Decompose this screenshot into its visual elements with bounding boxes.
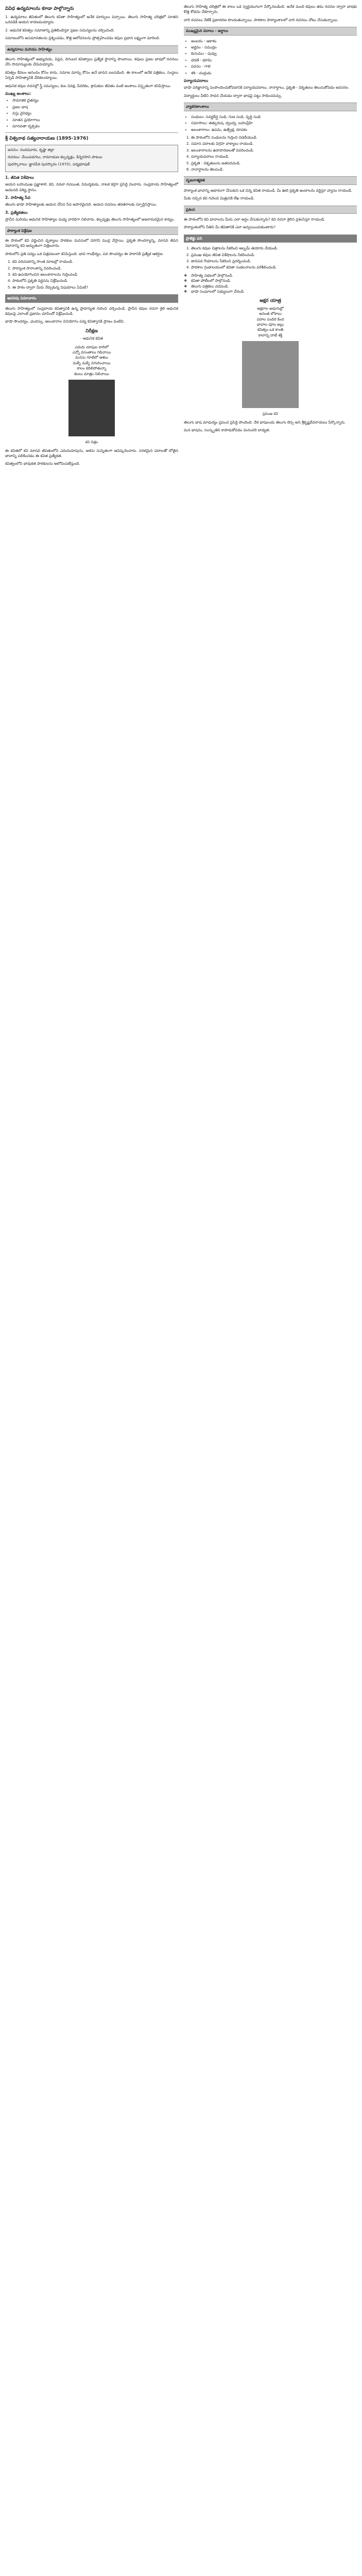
- paragraph: ఈ కవితలో కవి మానవ జీవితంలోని ఎదురుచూపును, ఆశను సున్నితంగా ఆవిష్కరించారు. సరళమైన పదాలతో లోతైన భావాన్ని పలికించడం ఈ కవిత ప్రత్యేకత.: [5, 448, 178, 458]
- list-item: 6. నానార్థాలను తెలపండి.: [191, 167, 357, 172]
- paragraph: తెలుగు భాషా సాహిత్యాలకు ఆయన చేసిన సేవ అపారమైనది. ఆయన రచనలు తరతరాలకు స్ఫూర్తినిస్తాయి.: [5, 202, 157, 207]
- paragraph: తెలుగు భాష మాధుర్యం ప్రపంచ ప్రసిద్ధి పొందింది. దేశ భాషలందు తెలుగు లెస్స అని శ్రీకృష్ణదేవరాయలు పేర్కొన్నారు.: [184, 419, 346, 425]
- poet-photo: [68, 380, 115, 436]
- poem-line: కాలాన్ని దాటే శక్తి: [258, 332, 283, 337]
- poet-photo: [242, 341, 299, 408]
- bullet-item: [184, 289, 357, 294]
- paragraph: ఆధునిక కవుల రచనల్లో స్త్రీ సమస్యలు, కుల వివక్ష, పేదరికం, శ్రామికుల జీవితం వంటి అంశాలు విస్తృతంగా కనిపిస్తాయి.: [5, 83, 171, 88]
- bullet-item: [184, 278, 357, 283]
- glossary-item: • కుసుమం - పువ్వు: [191, 51, 357, 56]
- bullet-icon: ❖: [184, 289, 187, 294]
- key-points-list: [5, 98, 178, 129]
- section-band: పాఠ్యాంశ విశ్లేషణ: [5, 227, 178, 235]
- list-item: 3. కవి ఉపయోగించిన అలంకారాలను గుర్తించండి.: [12, 272, 178, 277]
- list-item: 1. కవి పరిచయాన్ని సొంత మాటల్లో రాయండి.: [12, 259, 178, 264]
- paragraph: పాఠ్యాంశ భావాన్ని ఆధారంగా చేసుకుని ఒక చిన్న కవిత రాయండి. మీ ఊరి ప్రకృతి అందాలను వర్ణిస్తూ వ్యాసం రాయండి.: [184, 188, 353, 193]
- bullet-list: [184, 273, 357, 295]
- poem-line: కలలు మాత్రం నిలిచాయి: [74, 371, 109, 376]
- paragraph: సమాజంలోని అసమానతలను ప్రశ్నించడం, కొత్త ఆలోచనలను ప్రోత్సహించడం కవుల ప్రధాన లక్ష్యంగా మారింది.: [5, 36, 160, 41]
- section-band: ఉద్యమాలు మరియు సాహిత్యం: [5, 45, 178, 54]
- list-item: 4. పర్యాయపదాలు రాయండి.: [191, 154, 357, 159]
- poem-subtitle: - ఆధునిక కవిత: [80, 336, 103, 341]
- right-column: [184, 4, 357, 436]
- profile-section-title: 2. సాహిత్య సేవ: [5, 195, 30, 200]
- bullet-item: [184, 273, 357, 278]
- poem-line: ఎదురు చూపుల దారిలో: [75, 344, 109, 349]
- profile-line: రచనలు: వేయిపడగలు, రామాయణ కల్పవృక్షం, కిన్నెరసాని పాటలు: [8, 154, 102, 159]
- profile-section-title: 3. ప్రత్యేకతలు: [5, 210, 28, 215]
- poem-line: కవిత్వం ఒక కాంతి: [257, 327, 284, 332]
- bullet-icon: ❖: [184, 278, 187, 283]
- list-item: 5. ఈ పాఠం ద్వారా మీరు నేర్చుకున్న విషయాలు ఏమిటి?: [12, 285, 178, 290]
- bullet-text: భాషా సంఘాలలో సభ్యులుగా చేరండి.: [191, 289, 245, 294]
- bullet-text: సాహిత్య సభలలో పాల్గొనండి.: [191, 273, 233, 278]
- list-item: 3. జానపద గేయాలను సేకరించి ప్రదర్శించండి.: [191, 259, 357, 264]
- section-band: అదనపు సమాచారం: [5, 294, 178, 302]
- section-band: ముఖ్యమైన పదాలు - అర్థాలు: [184, 27, 357, 35]
- poem-line: మళ్ళీ మళ్ళీ చిగురించాయి: [73, 360, 111, 365]
- grammar-list: [184, 114, 357, 132]
- paragraph: భాషా పరిజ్ఞానాన్ని పెంపొందించుకోవడానికి పర్యాయపదాలు, నానార్థాలు, ప్రకృతి - వికృతులు తెలుసుకోవడం అవసరం.: [184, 85, 350, 90]
- paragraph: ఈ పాఠంలోని కవి భావాలను మీరు ఎలా అర్థం చేసుకున్నారు? కవి రచనా శైలిని ప్రశంసిస్తూ రాయండి.: [184, 216, 325, 222]
- list-item: 1. తెలుగు కవుల చిత్రాలను సేకరించి ఆల్బమ్ తయారు చేయండి.: [191, 246, 357, 251]
- photo-caption: ప్రముఖ కవి: [262, 412, 279, 416]
- bullet-item: [184, 284, 357, 289]
- paragraph: తెలుగు సాహిత్యంలో సంప్రదాయ కవిత్వానికి ఉన్న ప్రాధాన్యత గురించి చర్చించండి. ప్రాచీన కవుల రచనా శైలి ఆధునిక కవులపై ఎలాంటి ప్రభావం చూపిందో విశ్లేషించండి.: [5, 306, 178, 316]
- paragraph: మీకు నచ్చిన కవి గురించి మిత్రునికి లేఖ రాయండి.: [184, 196, 255, 201]
- list-item: 5. ప్రకృతి - వికృతులను జతపరచండి.: [191, 161, 357, 166]
- poem-title: అక్షర యాత్ర: [260, 298, 281, 304]
- paragraph: 1. ఉద్యమాలు జీవితంలో తెలుగు కవితా సాహిత్యంలో అనేక మార్పులు వచ్చాయి. తెలుగు సాహిత్య చరిత్రలో నూతన ఒరవడికి ఆయన కారణమయ్యారు.: [5, 14, 178, 25]
- poem-line: అనంత లోకాలు: [259, 311, 282, 316]
- poem-line: ఎన్నో వసంతాలు గడిచాయి: [72, 350, 111, 355]
- list-item: • నూతన ప్రయోగాలు: [12, 117, 178, 123]
- project-list: [184, 246, 357, 270]
- paragraph: ప్రాచీన మరియు ఆధునిక సాహిత్యాల మధ్య వారధిగా నిలిచారు. కల్పవృక్షం తెలుగు సాహిత్యంలో అజరామరమైన కావ్యం.: [5, 217, 175, 222]
- glossary-item: • అంబరం - ఆకాశం: [191, 39, 357, 44]
- poem: [184, 306, 357, 338]
- photo-caption: కవి చిత్రం: [85, 440, 98, 445]
- section-band: ప్రశంస: [184, 206, 357, 214]
- list-item: 1. ఈ పాఠంలోని సంధులను గుర్తించి విడదీయండి.: [191, 135, 357, 140]
- bullet-icon: ❖: [184, 283, 187, 289]
- paragraph: పాఠ్యాంశంలోని నీతిని మీ జీవితానికి ఎలా అన్వయించుకుంటారు?: [184, 225, 276, 230]
- left-column: [5, 4, 178, 469]
- poem-line: భావాల పూల జల్లు: [256, 322, 284, 327]
- paragraph: భాషా సౌందర్యం, ఛందస్సు, అలంకారాల వినియోగం పద్య కవిత్వానికి ప్రాణం వంటివి.: [5, 319, 125, 324]
- section-title: వివిధ ఉద్యమాలను కూడా పాల్గొన్నారు: [5, 6, 74, 11]
- list-item: • సామాజిక చైతన్యం: [12, 98, 178, 103]
- bullet-text: తెలుగు పత్రికలు చదవండి.: [191, 283, 229, 289]
- list-item: • మానవతా దృక్పథం: [12, 124, 178, 129]
- poem-line: కాలం కదిలిపోతున్నా: [77, 366, 107, 371]
- list-item: 2. ప్రముఖ కవుల జీవిత విశేషాలను సేకరించండి.: [191, 252, 357, 258]
- glossary-item: • అర్ణవం - సముద్రం: [191, 45, 357, 50]
- glossary-item: • పవనం - గాలి: [191, 64, 357, 69]
- paragraph: తెలుగు సాహిత్య చరిత్రలో ఈ కాలం ఒక స్వర్ణయుగంగా పేర్కొనబడింది. అనేక మంది కవులు తమ రచనల ద్వారా భాషకు కొత్త శోభను చేకూర్చారు.: [184, 4, 357, 14]
- list-item: • వస్తు వైవిధ్యం: [12, 111, 178, 116]
- paragraph: మన భాషను, సంస్కృతిని కాపాడుకోవడం మనందరి బాధ్యత.: [184, 428, 270, 433]
- bullet-text: కవితా పోటీలలో పాల్గొనండి.: [191, 278, 231, 283]
- paragraph: తెలుగు సాహిత్యంలో అభ్యుదయ, విప్లవ, దిగంబర కవిత్వాలు ప్రత్యేక స్థానాన్ని పొందాయి. కవులు ప్రజల భాషలో రచనలు చేసి సామాన్యులకు చేరువయ్యారు.: [5, 57, 178, 67]
- profile-title: శ్రీ విశ్వనాథ సత్యనారాయణ (1895-1976): [5, 135, 89, 141]
- paragraph: కవిత్వంలోని భావుకత పాఠకులను ఆలోచింపజేస్తుంది.: [5, 461, 80, 466]
- bullet-icon: ❖: [184, 273, 187, 278]
- list-title: ముఖ్య అంశాలు:: [5, 91, 31, 96]
- exercise-list: [184, 135, 357, 172]
- list-item: • ప్రజల భాష: [12, 105, 178, 110]
- paragraph: కవిత్వం కేవలం ఆనందం కోసం కాదు, సమాజ మార్పు కోసం అనే భావన బలపడింది. ఈ కాలంలో అనేక పత్రికలు, సంస్థలు ఏర్పడి సాహిత్యానికి వేదికలయ్యాయి.: [5, 70, 178, 80]
- section-band: సృజనాత్మకత: [184, 176, 357, 184]
- section-band: ప్రాజెక్టు పని: [184, 234, 357, 243]
- poem-line: పదాల పందిరి కింద: [256, 316, 284, 321]
- poem-line: మనసు గూటిలో ఆశలు: [75, 355, 108, 360]
- list-item: 2. సమాస పదాలకు విగ్రహ వాక్యాలు రాయండి.: [191, 141, 357, 146]
- glossary-item: • శశి - చంద్రుడు: [191, 71, 357, 76]
- divider: [5, 132, 178, 133]
- profile-box: [5, 145, 178, 172]
- paragraph: 2. ఆధునిక కవిత్వం సమాజాన్ని ప్రతిబింబిస్తూ ప్రజల సమస్యలను చర్చించింది.: [5, 27, 115, 32]
- list-item: • సమాసాలు: తత్పురుష, ద్వంద్వ, బహువ్రీహి: [191, 121, 357, 126]
- question-list: [5, 259, 178, 290]
- paragraph: ఆయన బహుముఖ ప్రజ్ఞాశాలి. కవి, నవలా రచయిత, విమర్శకుడు, నాటక కర్తగా ప్రసిద్ధి చెందారు. సంప్రదాయ సాహిత్యంలో ఆయనది విశిష్ట స్థానం.: [5, 182, 178, 192]
- sub-title: పర్యాయపదాలు: [184, 78, 209, 83]
- glossary-list: [184, 39, 357, 76]
- paragraph: పాఠంలోని ప్రతి పద్యం ఒక చిత్రపటంలా కనిపిస్తుంది. భావ గాంభీర్యం, పద సౌందర్యం ఈ పాఠానికి ప్రత్యేక ఆకర్షణ.: [5, 251, 164, 256]
- profile-line: జననం: నందమూరు, కృష్ణా జిల్లా: [8, 147, 55, 152]
- paragraph: వారి రచనలు నేటికీ ప్రజాదరణ పొందుతున్నాయి. పాఠశాల పాఠ్యాంశాలలో వారి రచనలు చోటు చేసుకున్నాయి.: [184, 17, 338, 22]
- list-item: • అలంకారాలు: ఉపమ, ఉత్ప్రేక్ష, రూపకం: [191, 127, 357, 132]
- profile-section-title: 1. జీవిత విశేషాలు: [5, 175, 34, 180]
- list-item: 2. పాఠ్యాంశ సారాంశాన్ని వివరించండి.: [12, 266, 178, 271]
- list-item: • సంధులు: సవర్ణదీర్ఘ సంధి, గుణ సంధి, వృద్ధి సంధి: [191, 114, 357, 120]
- glossary-item: • ధరణి - భూమి: [191, 58, 357, 63]
- profile-line: పురస్కారాలు: జ్ఞానపీఠ పురస్కారం (1970), పద్మభూషణ్: [8, 162, 90, 167]
- paragraph: విద్యార్థులు వీటిని సాధన చేయడం ద్వారా భాషపై పట్టు సాధించవచ్చు.: [184, 93, 282, 98]
- section-band: వ్యాకరణాంశాలు: [184, 103, 357, 111]
- poem-line: అక్షరాల అడుగుల్లో: [257, 306, 284, 311]
- list-item: 4. పాఠశాల గ్రంథాలయంలో కవితా సంకలనాలను పరిశీలించండి.: [191, 265, 357, 270]
- list-item: 4. పాఠంలోని ప్రకృతి వర్ణనను విశ్లేషించండి.: [12, 278, 178, 283]
- paragraph: ఈ పాఠంలో కవి వర్ణించిన దృశ్యాలు పాఠకుల మనసులో చెరగని ముద్ర వేస్తాయి. ప్రకృతి సౌందర్యాన్ని, మానవ జీవన విధానాన్ని కవి అద్భుతంగా చిత్రించారు.: [5, 238, 178, 248]
- list-item: 3. అలంకారాలను ఉదాహరణలతో వివరించండి.: [191, 148, 357, 153]
- poem: [5, 345, 178, 377]
- poem-title: నిరీక్షణ: [85, 328, 98, 334]
